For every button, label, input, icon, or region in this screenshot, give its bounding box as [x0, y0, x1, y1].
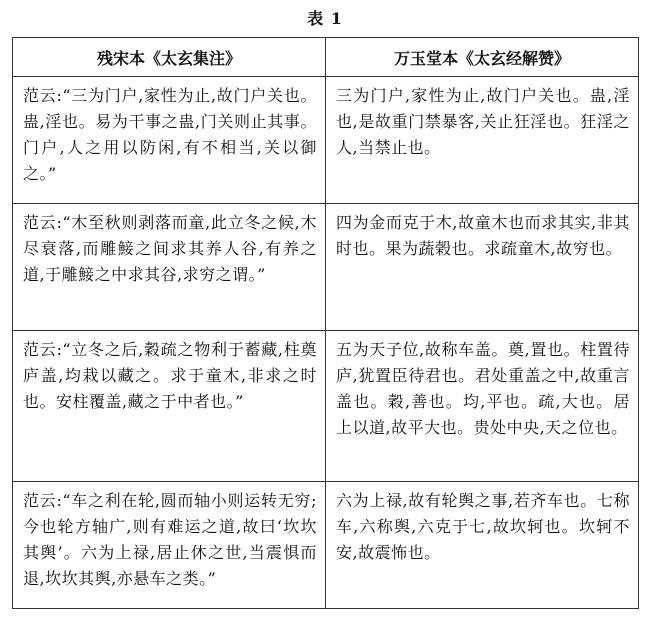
column-header-song-edition: 残宋本《太玄集注》 [13, 38, 326, 77]
table-row [13, 204, 639, 331]
table-row [13, 331, 639, 482]
table-cell-wanyutang: 三为门户,家性为止,故门户关也。蛊,淫也,是故重门禁暴客,关止狂淫也。狂淫之人,当禁止也。 [326, 77, 639, 204]
table-cell-song: 范云:“三为门户,家性为止,故门户关也。蛊,淫也。易为干事之蛊,门关则止其事。门户,人之用以防闲,有不相当,关以御之。” [13, 77, 326, 204]
table-cell-song: 范云:“立冬之后,穀疏之物利于蓄藏,柱奠庐盖,均栽以藏之。求于童木,非求之时也。安柱覆盖,藏之于中者也。” [13, 331, 326, 482]
table-cell-song: 范云:“木至秋则剥落而童,此立冬之候,木尽衰落,而雕鯜之间求其养人谷,有养之道,于雕鯜之中求其谷,求穷之谓。” [13, 204, 326, 331]
table-cell-wanyutang: 五为天子位,故称车盖。奠,置也。柱置待庐,犹置臣待君也。君处重盖之中,故重言盖也。穀,善也。均,平也。疏,大也。居上以道,故平大也。贵处中央,天之位也。 [326, 331, 639, 482]
table-caption: 表 1 [307, 9, 343, 28]
table-row [13, 482, 639, 609]
table-header-row [13, 38, 639, 77]
table-cell-song: 范云:“车之利在轮,圆而轴小则运转无穷;今也轮方轴广,则有难运之道,故曰‘坎坎其舆’。六为上禄,居止休之世,当震惧而退,坎坎其舆,亦悬车之类。” [13, 482, 326, 609]
table-cell-wanyutang: 四为金而克于木,故童木也而求其实,非其时也。果为蔬榖也。求疏童木,故穷也。 [326, 204, 639, 331]
column-header-wanyutang-edition: 万玉堂本《太玄经解赞》 [326, 38, 639, 77]
table-row [13, 77, 639, 204]
table-cell-wanyutang: 六为上禄,故有轮舆之事,若齐车也。七称车,六称舆,六克于七,故坎轲也。坎轲不安,故震怖也。 [326, 482, 639, 609]
comparison-table [12, 37, 639, 609]
